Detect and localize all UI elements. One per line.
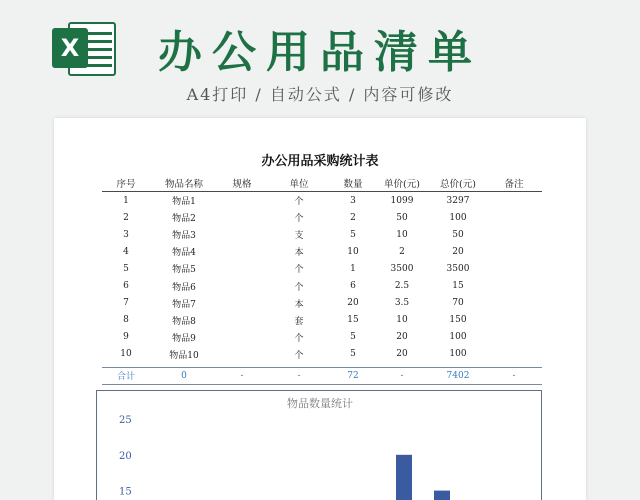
- table-row-cell[interactable]: [218, 277, 266, 294]
- table-row-cell[interactable]: 20: [452, 246, 464, 257]
- table-row-cell[interactable]: 物品5: [172, 265, 196, 276]
- table-row-cell[interactable]: [218, 226, 266, 243]
- table-row-cell[interactable]: 3.5: [394, 298, 410, 309]
- bar-物品7: [396, 455, 412, 500]
- table-row-cell[interactable]: 3297: [446, 195, 470, 206]
- table-row-cell[interactable]: 3: [350, 195, 356, 206]
- table-row-cell[interactable]: 15: [347, 315, 359, 326]
- table-row-cell[interactable]: 100: [449, 349, 467, 360]
- excel-logo-icon: [52, 20, 118, 78]
- table-row-cell[interactable]: 100: [449, 332, 467, 343]
- table-total-row-cell[interactable]: 合计: [116, 372, 135, 383]
- table-row-cell[interactable]: 物品8: [172, 316, 196, 327]
- table-row-cell[interactable]: 50: [396, 212, 408, 223]
- table-total-row-cell[interactable]: -: [297, 370, 301, 381]
- table-row-cell[interactable]: 50: [452, 229, 464, 240]
- table-row-cell[interactable]: [218, 312, 266, 329]
- table-row-cell[interactable]: 9: [123, 332, 129, 343]
- excel-logo-letter: X: [52, 28, 88, 68]
- table-row-cell[interactable]: 100: [449, 212, 467, 223]
- y-tick-label: 20: [119, 450, 132, 462]
- table-row-cell[interactable]: 2: [123, 212, 129, 223]
- table-total-row-cell[interactable]: -: [400, 370, 404, 381]
- table-row-cell[interactable]: 8: [123, 315, 129, 326]
- table-row-cell[interactable]: 20: [347, 298, 359, 309]
- table-row-cell[interactable]: 5: [350, 349, 356, 360]
- table-row-cell[interactable]: 物品1: [172, 197, 196, 208]
- table-row: [102, 192, 542, 209]
- table-row-cell[interactable]: [486, 312, 542, 329]
- table-row-cell[interactable]: 3: [123, 229, 129, 240]
- table-header-row-cell[interactable]: 单位: [289, 178, 309, 190]
- main-title: 办公用品清单: [158, 27, 482, 78]
- table-row-cell[interactable]: [218, 329, 266, 346]
- table-row-cell[interactable]: 个: [294, 350, 304, 361]
- chart-canvas: [97, 391, 543, 500]
- table-row-cell[interactable]: 10: [347, 246, 359, 257]
- quantity-chart: [96, 390, 542, 500]
- table-row-cell[interactable]: 20: [396, 332, 408, 343]
- table-total-row-cell[interactable]: -: [240, 370, 244, 381]
- table-row-cell[interactable]: 物品3: [172, 231, 196, 242]
- table-total-row-cell[interactable]: -: [512, 370, 516, 381]
- banner: [0, 0, 640, 118]
- table-header-row-cell[interactable]: 单价(元): [384, 178, 420, 190]
- table-row-cell[interactable]: 7: [123, 298, 129, 309]
- table-row: [102, 260, 542, 277]
- table-row: [102, 295, 542, 312]
- table-row-cell[interactable]: [486, 277, 542, 294]
- table-row-cell[interactable]: 个: [294, 214, 304, 225]
- subtitle: A4打印 / 自动公式 / 内容可修改: [186, 85, 454, 104]
- table-row: [102, 209, 542, 226]
- table-row-cell[interactable]: 物品9: [172, 333, 196, 344]
- table-row: [102, 226, 542, 243]
- table-row-cell[interactable]: 70: [452, 298, 464, 309]
- table-header-row: [102, 174, 542, 192]
- table-total-row-cell[interactable]: 72: [347, 370, 359, 381]
- table-row-cell[interactable]: 10: [120, 349, 132, 360]
- table-row-cell[interactable]: [218, 243, 266, 260]
- table-row-cell[interactable]: 5: [350, 332, 356, 343]
- table-row-cell[interactable]: 支: [294, 231, 304, 242]
- table-row-cell[interactable]: 2.5: [394, 281, 410, 292]
- table-header-row-cell[interactable]: 规格: [232, 178, 252, 190]
- spreadsheet-page: [54, 118, 586, 500]
- table-row-cell[interactable]: 套: [294, 316, 304, 327]
- table-row-cell[interactable]: [486, 260, 542, 277]
- table-row-cell[interactable]: 10: [396, 315, 408, 326]
- table-header-row-cell[interactable]: 物品名称: [164, 178, 203, 190]
- table-row-cell[interactable]: 10: [396, 229, 408, 240]
- table-row-cell[interactable]: 6: [123, 281, 129, 292]
- table-row-cell[interactable]: 个: [294, 282, 304, 293]
- table-row-cell[interactable]: 物品10: [169, 350, 199, 361]
- table-row: [102, 243, 542, 260]
- table-row-cell[interactable]: 5: [350, 229, 356, 240]
- table-row-cell[interactable]: [486, 346, 542, 363]
- table-row-cell[interactable]: [218, 295, 266, 312]
- table-row-cell[interactable]: 4: [123, 246, 129, 257]
- table-header-row-cell[interactable]: 备注: [504, 178, 524, 190]
- table-total-row-cell[interactable]: 0: [181, 370, 187, 381]
- table-row-cell[interactable]: 物品2: [172, 214, 196, 225]
- table-row-cell[interactable]: 1099: [390, 195, 414, 206]
- table-row-cell[interactable]: 物品4: [172, 248, 196, 259]
- y-tick-label: 25: [119, 415, 132, 426]
- table-row: [102, 277, 542, 294]
- chart-title: 物品数量统计: [287, 397, 353, 410]
- table-row-cell[interactable]: 15: [452, 281, 464, 292]
- table-total-row: [102, 367, 542, 385]
- table-row-cell[interactable]: [486, 329, 542, 346]
- table-row-cell[interactable]: 6: [350, 281, 356, 292]
- purchase-table: [102, 174, 542, 385]
- table-row-cell[interactable]: 5: [123, 263, 129, 274]
- table-header-row-cell[interactable]: 总价(元): [440, 178, 476, 190]
- table-row-cell[interactable]: [218, 260, 266, 277]
- table-row-cell[interactable]: 物品6: [172, 282, 196, 293]
- table-row-cell[interactable]: 3500: [390, 263, 414, 274]
- table-row-cell[interactable]: 本: [294, 248, 304, 259]
- table-row-cell[interactable]: 150: [449, 315, 467, 326]
- table-row-cell[interactable]: [486, 209, 542, 226]
- table-row-cell[interactable]: 个: [294, 265, 304, 276]
- table-row-cell[interactable]: [218, 209, 266, 226]
- table-row-cell[interactable]: 本: [294, 299, 304, 310]
- table-header-row-cell[interactable]: 数量: [343, 178, 363, 190]
- table-row-cell[interactable]: 个: [294, 197, 304, 208]
- y-tick-label: 15: [119, 486, 132, 498]
- table-row: [102, 346, 542, 363]
- table-row-cell[interactable]: [218, 346, 266, 363]
- table-row-cell[interactable]: [486, 226, 542, 243]
- table-row-cell[interactable]: [218, 192, 266, 209]
- table-row-cell[interactable]: 个: [294, 333, 304, 344]
- sheet-title: 办公用品采购统计表: [261, 154, 379, 169]
- table-row-cell[interactable]: [486, 295, 542, 312]
- table-header-row-cell[interactable]: 序号: [116, 178, 136, 190]
- table-row-cell[interactable]: 3500: [446, 263, 470, 274]
- bar-物品8: [434, 491, 450, 500]
- table-row: [102, 312, 542, 329]
- table-row-cell[interactable]: 1: [350, 263, 356, 274]
- table-row-cell[interactable]: 20: [396, 349, 408, 360]
- table-row: [102, 329, 542, 346]
- table-row-cell[interactable]: 1: [123, 195, 129, 206]
- table-row-cell[interactable]: 2: [399, 246, 405, 257]
- table-row-cell[interactable]: 2: [350, 212, 356, 223]
- table-row-cell[interactable]: [486, 192, 542, 209]
- table-total-row-cell[interactable]: 7402: [446, 370, 470, 381]
- table-row-cell[interactable]: [486, 243, 542, 260]
- table-row-cell[interactable]: 物品7: [172, 299, 196, 310]
